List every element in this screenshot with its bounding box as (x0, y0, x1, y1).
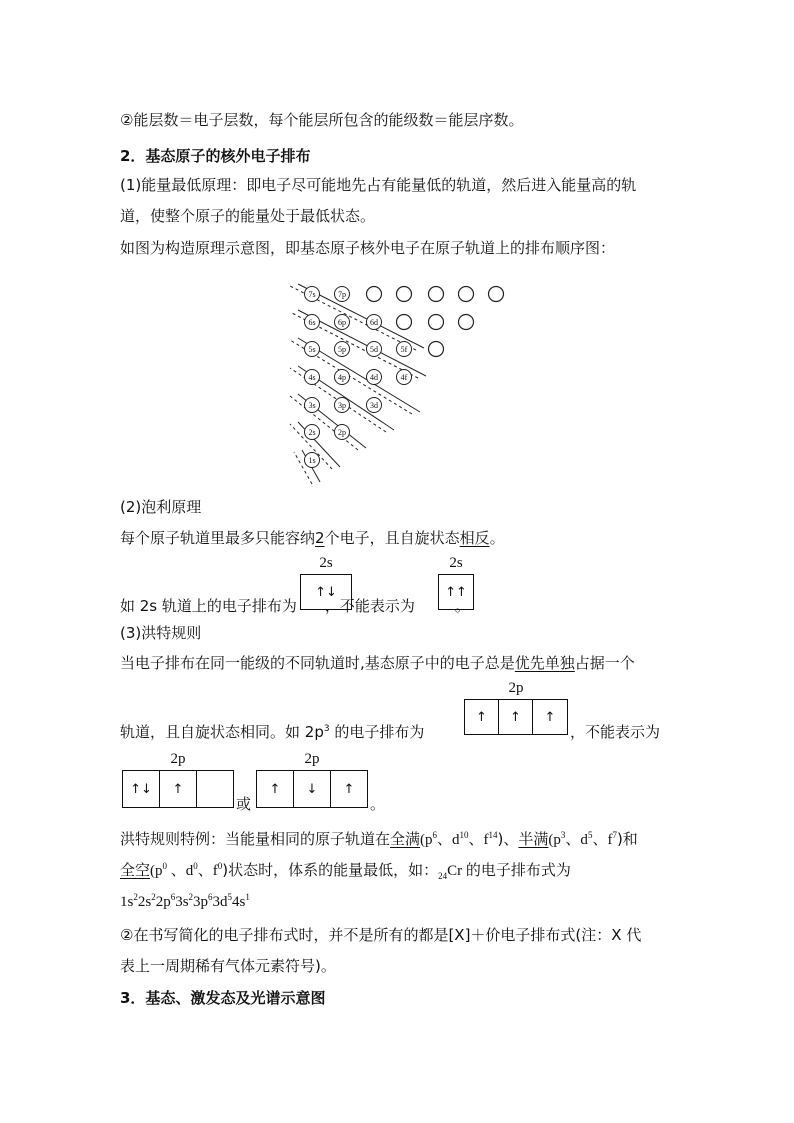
orbital-label: 2s (308, 428, 316, 437)
pauli-text-end: 。 (489, 529, 505, 547)
aufbau-text-2: 道，使整个原子的能量处于最低状态。 (120, 207, 376, 225)
hund-exception-1 (120, 829, 638, 850)
hund-text-1 (120, 653, 635, 673)
sep5: 、d (167, 863, 194, 879)
orbital-cell: ↓ (294, 771, 331, 807)
orbital-box-2p-wrong-2 (256, 770, 368, 808)
orbital-label: 5f (400, 345, 408, 354)
orbital-cell: ↑↓ (315, 584, 337, 600)
empty-shell: 全空 (120, 861, 151, 879)
hund-title: (3)洪特规则 (120, 624, 202, 642)
config-2s: 2s (137, 894, 152, 910)
orbital-cell: ↑ (465, 700, 499, 734)
orbital-label: 3p (338, 401, 346, 410)
exception-text-e: )和 (616, 830, 638, 848)
pauli-example-a: 如 2s 轨道上的电子排布为 (120, 597, 297, 615)
exception-text-a: 洪特规则特例：当能量相同的原子轨道在 (120, 830, 391, 848)
orbital-cell: ↑↓ (123, 771, 160, 807)
orbital-label: 4d (370, 373, 378, 382)
pauli-title: (2)泡利原理 (120, 498, 202, 516)
sup-f7: 7 (612, 830, 617, 840)
config-3s: 3s (175, 894, 189, 910)
cr-configuration (120, 892, 250, 912)
pauli-spin-opposite: 相反 (459, 529, 490, 547)
config-2p-count: 6 (170, 892, 176, 902)
hund-text-1a: 当电子排布在同一能级的不同轨道时,基态原子中的电子总是 (120, 654, 515, 672)
hund-text-2a: 轨道，且自旋状态相同。如 2p (120, 723, 324, 741)
sup-d10: 10 (459, 830, 469, 840)
note-text-1: ②在书写简化的电子排布式时，并不是所有的都是[X]＋价电子排布式(注：X 代 (120, 926, 642, 944)
orbital-label-2p-wrong-1: 2p (170, 751, 186, 767)
pauli-text (120, 528, 505, 548)
config-3s-count: 2 (188, 892, 194, 902)
orbital-label: 4p (338, 373, 346, 382)
hund-exception-2 (120, 860, 571, 881)
hund-end: 。 (370, 795, 386, 813)
config-3p: 3p (193, 894, 209, 910)
orbital-label-2p-wrong-2: 2p (304, 751, 320, 767)
config-3d: 3d (212, 894, 228, 910)
empty-orbital-circle (459, 287, 474, 302)
empty-orbital-circle (429, 315, 444, 330)
orbital-label: 7s (308, 290, 316, 299)
orbital-cell: ↑ (343, 781, 355, 797)
empty-orbital-circle (397, 315, 412, 330)
config-1s-count: 2 (133, 892, 138, 902)
orbital-cell: ↑ (499, 700, 533, 734)
sep3: 、d (565, 832, 588, 848)
sup-d0: 0 (193, 861, 198, 871)
section-heading-2: 2．基态原子的核外电子排布 (120, 147, 311, 165)
full-shell: 全满 (390, 830, 421, 848)
exception-text-f: (p (150, 863, 163, 879)
orbital-label: 6s (308, 318, 316, 327)
orbital-label: 3s (308, 401, 316, 410)
empty-orbital-circle (367, 287, 382, 302)
orbital-label: 6d (370, 318, 378, 327)
sep6: 、f (197, 863, 218, 879)
orbital-label: 4s (308, 373, 316, 382)
hund-text-2 (120, 722, 424, 742)
config-2s-count: 2 (151, 892, 156, 902)
sup-p3: 3 (560, 830, 566, 840)
sup-f14: 14 (488, 830, 498, 840)
sep2: 、f (468, 832, 489, 848)
aufbau-diagram (280, 272, 520, 484)
empty-orbital-circle (459, 315, 474, 330)
orbital-cell: ↑↑ (445, 584, 467, 600)
note-text-2: 表上一周期稀有气体元素符号)。 (120, 957, 336, 975)
hund-text-1b: 占据一个 (574, 654, 635, 672)
config-3d-count: 5 (227, 892, 233, 902)
empty-orbital-circle (397, 287, 412, 302)
aufbau-text-1: (1)能量最低原理：即电子尽可能地先占有能量低的轨道，然后进入能量高的轨 (120, 176, 637, 194)
empty-orbital-circle (429, 287, 444, 302)
section-heading-3: 3．基态、激发态及光谱示意图 (120, 989, 326, 1007)
orbital-cell: ↑ (160, 771, 197, 807)
orbital-label-2s-wrong: 2s (449, 555, 463, 571)
exception-text-b: (p (420, 832, 433, 848)
exception-text-c: )、 (497, 830, 519, 848)
hund-2p-electrons: 3 (323, 724, 330, 734)
pauli-example-text (120, 596, 470, 616)
sep1: 、d (437, 832, 460, 848)
atomic-number-24: 24 (438, 871, 448, 881)
hund-text-2c: ，不能表示为 (570, 723, 661, 741)
pauli-example-b: ，不能表示为 (324, 597, 415, 615)
orbital-box-2p-wrong-1 (122, 770, 234, 808)
or-text: 或 (236, 795, 252, 813)
orbital-label: 5s (308, 345, 316, 354)
half-shell: 半满 (518, 830, 549, 848)
exception-text-h: Cr 的电子排布式为 (447, 863, 571, 879)
orbital-label-2s-correct: 2s (319, 555, 333, 571)
aufbau-text-3: 如图为构造原理示意图，即基态原子核外电子在原子轨道上的排布顺序图： (120, 239, 616, 257)
orbital-label: 5d (370, 345, 378, 354)
pauli-text-a: 每个原子轨道里最多只能容纳 (120, 529, 316, 547)
pauli-max-electrons: 2 (315, 529, 325, 547)
orbital-cell: ↑ (544, 709, 556, 725)
orbital-label: 3d (370, 401, 378, 410)
orbital-label: 4f (400, 373, 408, 382)
exception-text-g: )状态时，体系的能量最低，如： (222, 861, 439, 879)
config-3p-count: 6 (208, 892, 213, 902)
pauli-example-end: 。 (454, 597, 470, 615)
orbital-label: 2p (338, 428, 346, 437)
sep4: 、f (592, 832, 613, 848)
sup-f0: 0 (217, 861, 223, 871)
sup-p0: 0 (162, 861, 168, 871)
orbital-label: 5p (338, 345, 346, 354)
orbital-cell (197, 771, 233, 807)
config-2p: 2p (155, 894, 171, 910)
orbital-label: 6p (338, 318, 346, 327)
pauli-text-b: 个电子，且自旋状态 (324, 529, 460, 547)
empty-orbital-circle (429, 342, 444, 357)
config-4s: 4s (232, 894, 246, 910)
orbital-label: 1s (308, 456, 316, 465)
orbital-box-2p-correct (464, 699, 568, 735)
empty-orbital-circle (489, 287, 504, 302)
sup-d5: 5 (587, 830, 593, 840)
orbital-label: 7p (338, 290, 346, 299)
sup-p6: 6 (432, 830, 438, 840)
hund-text-2b: 的电子排布为 (329, 723, 425, 741)
orbital-cell: ↑ (257, 771, 294, 807)
exception-text-d: (p (548, 832, 561, 848)
hund-priority-single: 优先单独 (514, 654, 575, 672)
paragraph-energy-levels: ②能层数＝电子层数，每个能层所包含的能级数＝能层序数。 (120, 111, 524, 129)
config-4s-count: 1 (245, 892, 250, 902)
orbital-label-2p-correct: 2p (508, 680, 524, 696)
config-1s: 1s (120, 894, 134, 910)
